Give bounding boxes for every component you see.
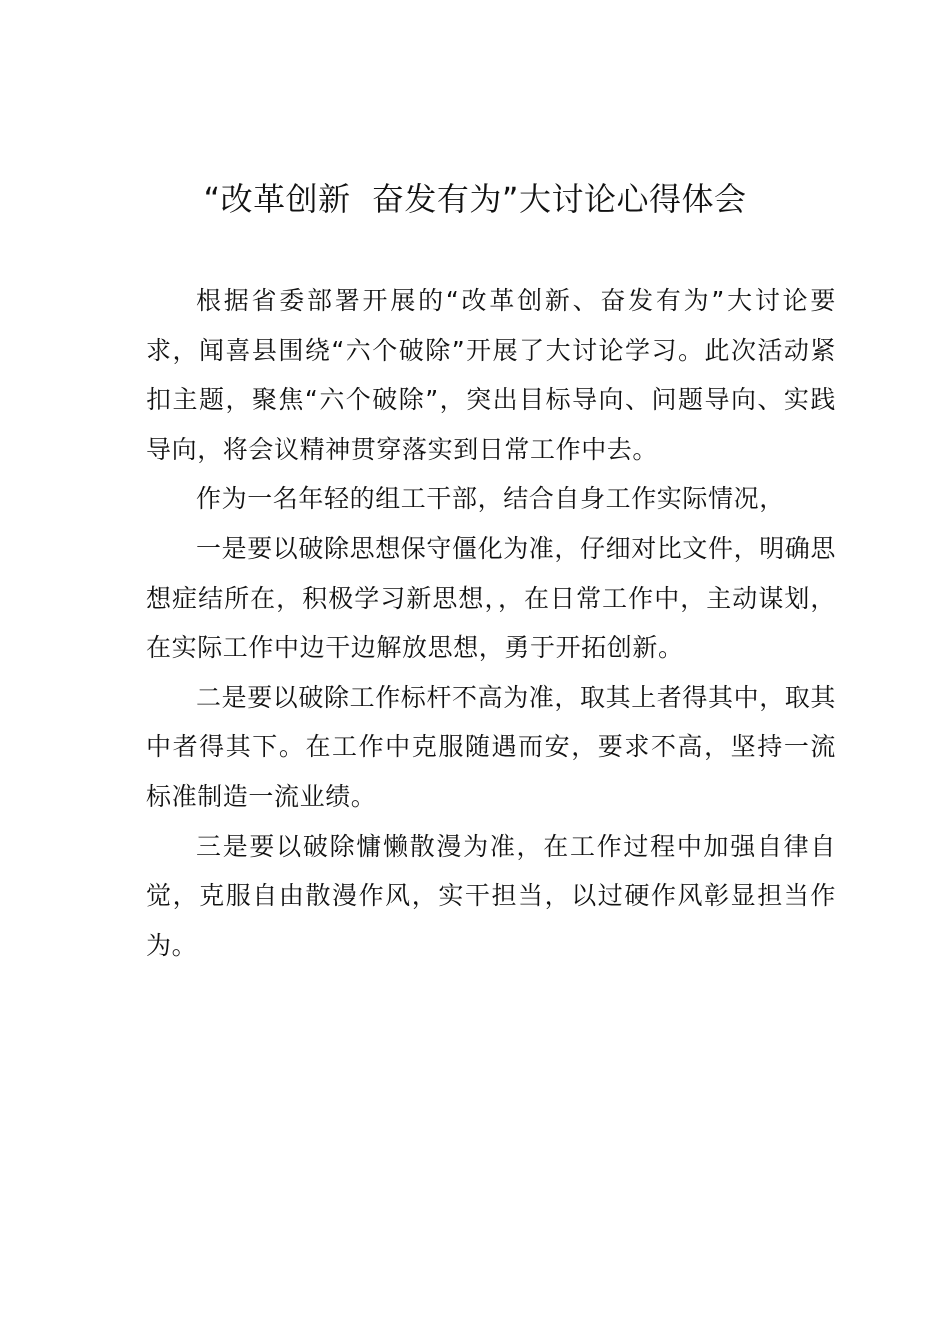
document-body bbox=[146, 276, 836, 970]
paragraph-point-three: 三是要以破除慵懒散漫为准，在工作过程中加强自律自觉，克服自由散漫作风，实干担当，以过硬作风彰显担当作为。 bbox=[146, 831, 836, 960]
paragraph-context: 作为一名年轻的组工干部，结合自身工作实际情况， bbox=[196, 484, 785, 514]
document-title: “改革创新 奋发有为”大讨论心得体会 bbox=[203, 180, 747, 218]
paragraph-point-two: 二是要以破除工作标杆不高为准，取其上者得其中，取其中者得其下。在工作中克服随遇而安，要求不高，坚持一流标准制造一流业绩。 bbox=[146, 682, 837, 811]
paragraph-point-one: 一是要以破除思想保守僵化为准，仔细对比文件，明确思想症结所在，积极学习新思想，，在日常工作中，主动谋划，在实际工作中边干边解放思想，勇于开拓创新。 bbox=[146, 533, 837, 663]
paragraph-intro: 根据省委部署开展的“改革创新、奋发有为”大讨论要求，闻喜县围绕“六个破除”开展了大讨论学习。此次活动紧扣主题，聚焦“六个破除”，突出目标导向、问题导向、实践导向，将会议精神贯穿落实到日常工作中去。 bbox=[146, 286, 836, 464]
